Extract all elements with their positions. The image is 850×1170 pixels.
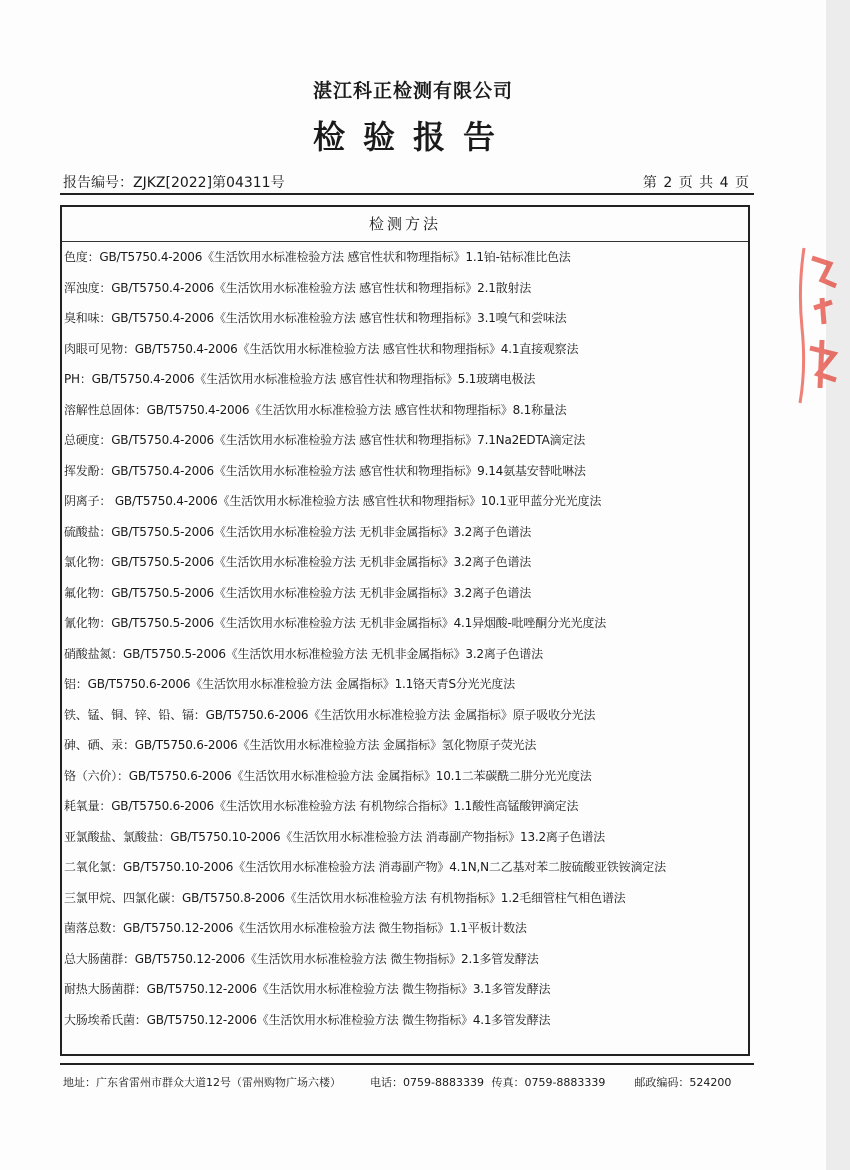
method-row: 亚氯酸盐、氯酸盐：GB/T5750.10-2006《生活饮用水标准检验方法 消毒副产物指标》13.2离子色谱法 — [64, 829, 605, 844]
method-row: 氟化物：GB/T5750.5-2006《生活饮用水标准检验方法 无机非金属指标》3.2离子色谱法 — [64, 585, 532, 600]
page-number: 第 2 页 共 4 页 — [642, 175, 750, 191]
method-row: 铁、锰、铜、锌、铅、镉：GB/T5750.6-2006《生活饮用水标准检验方法 金属指标》原子吸收分光法 — [64, 707, 596, 722]
footer-contact — [63, 1074, 763, 1090]
report-number: 报告编号：ZJKZ[2022]第04311号 — [63, 175, 285, 191]
footer-postcode: 邮政编码：524200 — [634, 1076, 732, 1089]
method-row: 砷、硒、汞：GB/T5750.6-2006《生活饮用水标准检验方法 金属指标》氢化物原子荧光法 — [64, 738, 537, 752]
method-row: 硝酸盐氮：GB/T5750.5-2006《生活饮用水标准检验方法 无机非金属指标》3.2离子色谱法 — [64, 646, 543, 661]
report-title: 检验报告 — [312, 118, 513, 156]
method-row: PH：GB/T5750.4-2006《生活饮用水标准检验方法 感官性状和物理指标》5.1玻璃电极法 — [64, 372, 536, 386]
methods-table-heading: 检测方法 — [62, 207, 748, 242]
method-row: 耗氧量：GB/T5750.6-2006《生活饮用水标准检验方法 有机物综合指标》1.1酸性高锰酸钾滴定法 — [64, 799, 579, 813]
method-row: 浑浊度：GB/T5750.4-2006《生活饮用水标准检验方法 感官性状和物理指标》2.1散射法 — [64, 280, 532, 295]
header-divider — [60, 193, 754, 195]
methods-table — [60, 205, 750, 1056]
method-row: 臭和味：GB/T5750.4-2006《生活饮用水标准检验方法 感官性状和物理指标》3.1嗅气和尝味法 — [64, 311, 567, 325]
method-row: 菌落总数：GB/T5750.12-2006《生活饮用水标准检验方法 微生物指标》1.1平板计数法 — [64, 921, 527, 935]
footer-phone: 电话：0759-8883339 — [370, 1076, 484, 1089]
footer-fax: 传真：0759-8883339 — [491, 1076, 606, 1089]
method-row: 总硬度：GB/T5750.4-2006《生活饮用水标准检验方法 感官性状和物理指标》7.1Na2EDTA滴定法 — [64, 433, 586, 447]
method-row: 二氧化氯：GB/T5750.10-2006《生活饮用水标准检验方法 消毒副产物》4.1N,N二乙基对苯二胺硫酸亚铁铵滴定法 — [64, 860, 666, 874]
method-row: 色度：GB/T5750.4-2006《生活饮用水标准检验方法 感官性状和物理指标》1.1铂-钴标准比色法 — [64, 250, 571, 264]
method-row: 氯化物：GB/T5750.5-2006《生活饮用水标准检验方法 无机非金属指标》3.2离子色谱法 — [64, 555, 532, 569]
methods-list — [62, 242, 748, 1035]
red-stamp-fragment — [792, 228, 850, 408]
method-row: 大肠埃希氏菌：GB/T5750.12-2006《生活饮用水标准检验方法 微生物指标》4.1多管发酵法 — [64, 1012, 551, 1027]
company-name: 湛江科正检测有限公司 — [312, 80, 513, 102]
method-row: 耐热大肠菌群：GB/T5750.12-2006《生活饮用水标准检验方法 微生物指标》3.1多管发酵法 — [64, 982, 551, 996]
footer-divider — [60, 1063, 754, 1065]
method-row: 三氯甲烷、四氯化碳：GB/T5750.8-2006《生活饮用水标准检验方法 有机物指标》1.2毛细管柱气相色谱法 — [64, 890, 626, 905]
method-row: 铬（六价）：GB/T5750.6-2006《生活饮用水标准检验方法 金属指标》10.1二苯碳酰二肼分光光度法 — [64, 768, 592, 783]
footer-address: 地址：广东省雷州市群众大道12号（雷州购物广场六楼） — [63, 1076, 341, 1089]
method-row: 硫酸盐：GB/T5750.5-2006《生活饮用水标准检验方法 无机非金属指标》3.2离子色谱法 — [64, 524, 532, 539]
method-row: 氰化物：GB/T5750.5-2006《生活饮用水标准检验方法 无机非金属指标》4.1异烟酸-吡唑酮分光光度法 — [64, 616, 606, 630]
method-row: 铝：GB/T5750.6-2006《生活饮用水标准检验方法 金属指标》1.1铬天青S分光光度法 — [64, 677, 515, 691]
method-row: 总大肠菌群：GB/T5750.12-2006《生活饮用水标准检验方法 微生物指标》2.1多管发酵法 — [64, 951, 539, 966]
method-row: 溶解性总固体：GB/T5750.4-2006《生活饮用水标准检验方法 感官性状和物理指标》8.1称量法 — [64, 402, 567, 417]
method-row: 阴离子： GB/T5750.4-2006《生活饮用水标准检验方法 感官性状和物理指标》10.1亚甲蓝分光光度法 — [64, 494, 602, 508]
method-row: 肉眼可见物：GB/T5750.4-2006《生活饮用水标准检验方法 感官性状和物理指标》4.1直接观察法 — [64, 341, 579, 356]
method-row: 挥发酚：GB/T5750.4-2006《生活饮用水标准检验方法 感官性状和物理指标》9.14氨基安替吡啉法 — [64, 463, 586, 478]
scan-edge — [826, 0, 850, 1170]
